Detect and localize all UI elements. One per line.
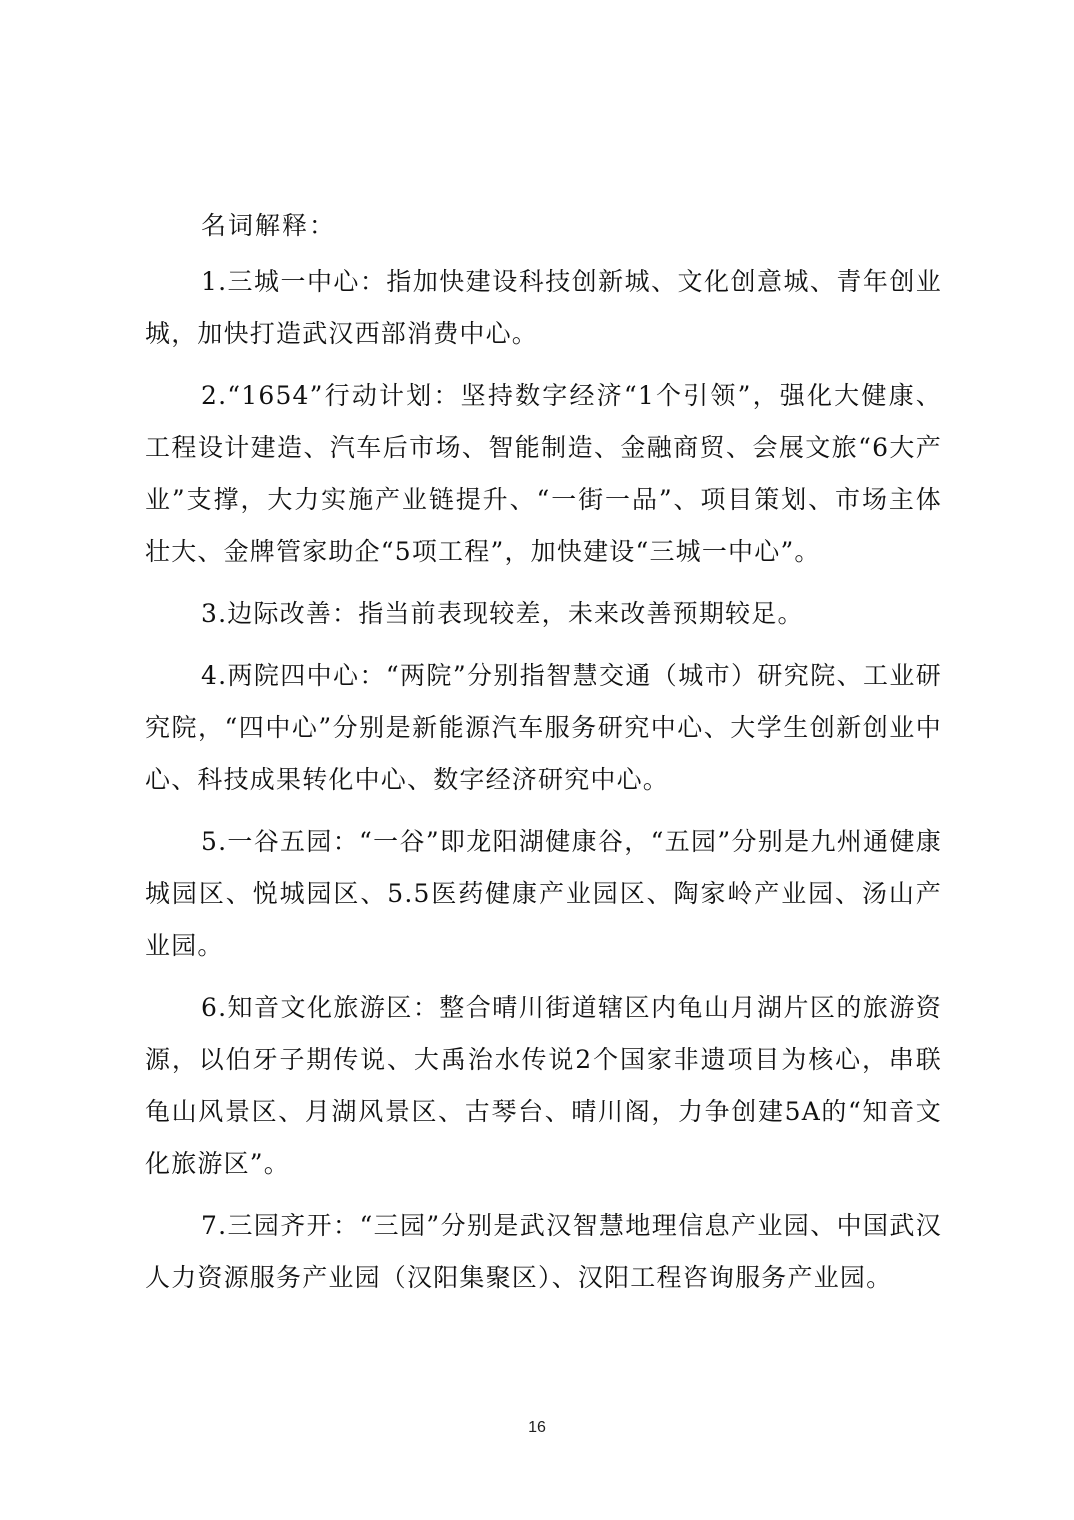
glossary-item-3: 3.边际改善：指当前表现较差，未来改善预期较足。 xyxy=(201,599,804,628)
glossary-item-1: 1.三城一中心：指加快建设科技创新城、文化创意城、青年创业城，加快打造武汉西部消费中心。 xyxy=(145,267,942,348)
page-number: 16 xyxy=(528,1419,546,1436)
glossary-section xyxy=(145,200,942,1314)
glossary-item-5: 5.一谷五园：“一谷”即龙阳湖健康谷，“五园”分别是九州通健康城园区、悦城园区、5.5医药健康产业园区、陶家岭产业园、汤山产业园。 xyxy=(145,827,942,960)
glossary-item-6: 6.知音文化旅游区：整合晴川街道辖区内龟山月湖片区的旅游资源，以伯牙子期传说、大禹治水传说2个国家非遗项目为核心，串联龟山风景区、月湖风景区、古琴台、晴川阁，力争创建5A的“知音文化旅游区”。 xyxy=(145,993,942,1178)
glossary-item-7: 7.三园齐开：“三园”分别是武汉智慧地理信息产业园、中国武汉人力资源服务产业园（汉阳集聚区）、汉阳工程咨询服务产业园。 xyxy=(145,1211,942,1292)
glossary-heading: 名词解释： xyxy=(201,211,337,240)
glossary-item-2: 2.“1654”行动计划：坚持数字经济“1个引领”，强化大健康、工程设计建造、汽车后市场、智能制造、金融商贸、会展文旅“6大产业”支撑，大力实施产业链提升、“一街一品”、项目策划、市场主体壮大、金牌管家助企“5项工程”，加快建设“三城一中心”。 xyxy=(145,381,942,566)
glossary-item-4: 4.两院四中心：“两院”分别指智慧交通（城市）研究院、工业研究院，“四中心”分别是新能源汽车服务研究中心、大学生创新创业中心、科技成果转化中心、数字经济研究中心。 xyxy=(145,661,942,794)
